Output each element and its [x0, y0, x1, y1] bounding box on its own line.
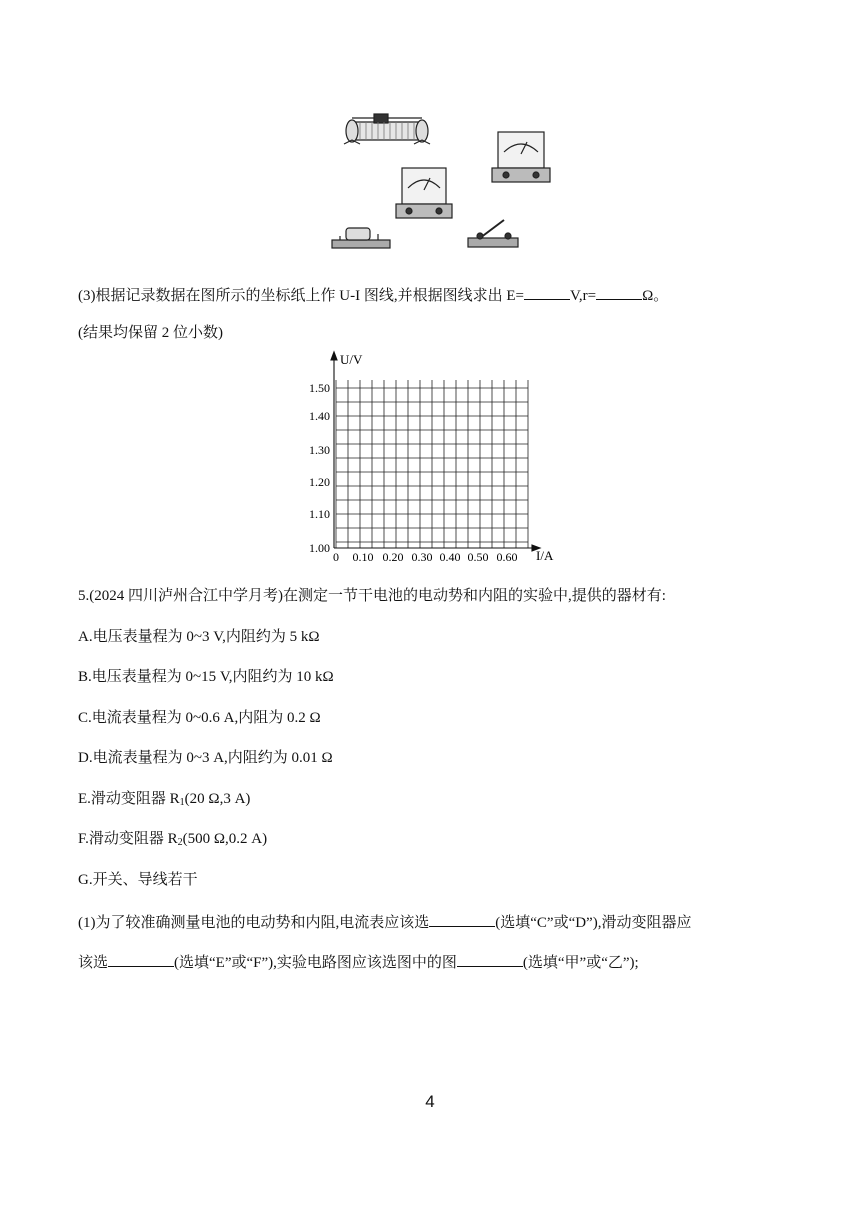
answer-blank-e[interactable]	[524, 285, 570, 300]
q5-option-e	[78, 789, 250, 813]
switch-drawing	[468, 220, 518, 247]
q5-intro: 5.(2024 四川泸州合江中学月考)在测定一节干电池的电动势和内阻的实验中,提供的器材有:	[78, 588, 666, 604]
y-tick-label: 1.50	[309, 381, 330, 395]
y-tick-label: 1.40	[309, 409, 330, 423]
page-number: 4	[425, 1092, 435, 1111]
option-f-subscript: 2	[177, 837, 183, 848]
part1-text-c: 该选	[78, 955, 109, 971]
q3-text-pre: (3)根据记录数据在图所示的坐标纸上作 U-I 图线,并根据图线求出 E=	[78, 288, 524, 304]
option-e-spec: (20 Ω,3 A)	[184, 791, 251, 807]
q5-option-a: A.电压表量程为 0~3 V,内阻约为 5 kΩ	[78, 629, 320, 645]
q3-line1	[78, 285, 668, 306]
x-tick-label: 0.40	[439, 550, 461, 564]
x-axis-label: I/A	[536, 548, 554, 563]
part1-text-d: (选填“E”或“F”),实验电路图应该选图中的图	[174, 955, 457, 971]
x-tick-label: 0.50	[467, 550, 489, 564]
x-tick-label: 0.30	[411, 550, 433, 564]
y-tick-label: 1.10	[309, 507, 330, 521]
option-f-spec: (500 Ω,0.2 A)	[182, 831, 268, 847]
q3-line2: (结果均保留 2 位小数)	[78, 325, 223, 341]
voltmeter-drawing	[396, 168, 452, 218]
answer-blank-ammeter[interactable]	[429, 912, 495, 927]
part1-text-e: (选填“甲”或“乙”);	[522, 955, 639, 971]
q3-text-post: Ω。	[642, 288, 669, 304]
y-tick-label: 1.00	[309, 541, 330, 555]
q5-part1-line2	[78, 952, 639, 973]
answer-blank-r[interactable]	[596, 285, 642, 300]
q5-option-b: B.电压表量程为 0~15 V,内阻约为 10 kΩ	[78, 669, 334, 685]
q5-option-g: G.开关、导线若干	[78, 872, 198, 888]
q5-part1-line1	[78, 912, 691, 933]
u-i-graph	[298, 350, 568, 568]
x-tick-label: 0	[333, 550, 339, 564]
y-tick-label: 1.20	[309, 475, 330, 489]
q5-option-d: D.电流表量程为 0~3 A,内阻约为 0.01 Ω	[78, 750, 333, 766]
graph-grid	[336, 380, 528, 548]
q5-option-c: C.电流表量程为 0~0.6 A,内阻为 0.2 Ω	[78, 710, 321, 726]
answer-blank-rheostat[interactable]	[108, 952, 174, 967]
battery-drawing	[332, 228, 390, 248]
graph-axes	[331, 352, 540, 551]
q5-option-f	[78, 829, 267, 853]
x-tick-label: 0.60	[496, 550, 518, 564]
rheostat-drawing	[344, 114, 430, 144]
y-tick-label: 1.30	[309, 443, 330, 457]
option-e-subscript: 1	[179, 797, 185, 808]
option-f-text: F.滑动变阻器 R	[78, 831, 178, 847]
apparatus-illustration	[330, 112, 560, 254]
x-tick-label: 0.10	[352, 550, 374, 564]
part1-text-a: (1)为了较准确测量电池的电动势和内阻,电流表应该选	[78, 915, 430, 931]
q3-text-mid: V,r=	[569, 288, 597, 304]
y-axis-label: U/V	[340, 352, 363, 367]
answer-blank-circuit[interactable]	[457, 952, 523, 967]
option-e-text: E.滑动变阻器 R	[78, 791, 180, 807]
part1-text-b: (选填“C”或“D”),滑动变阻器应	[495, 915, 692, 931]
ammeter-drawing	[492, 132, 550, 182]
x-tick-label: 0.20	[382, 550, 404, 564]
